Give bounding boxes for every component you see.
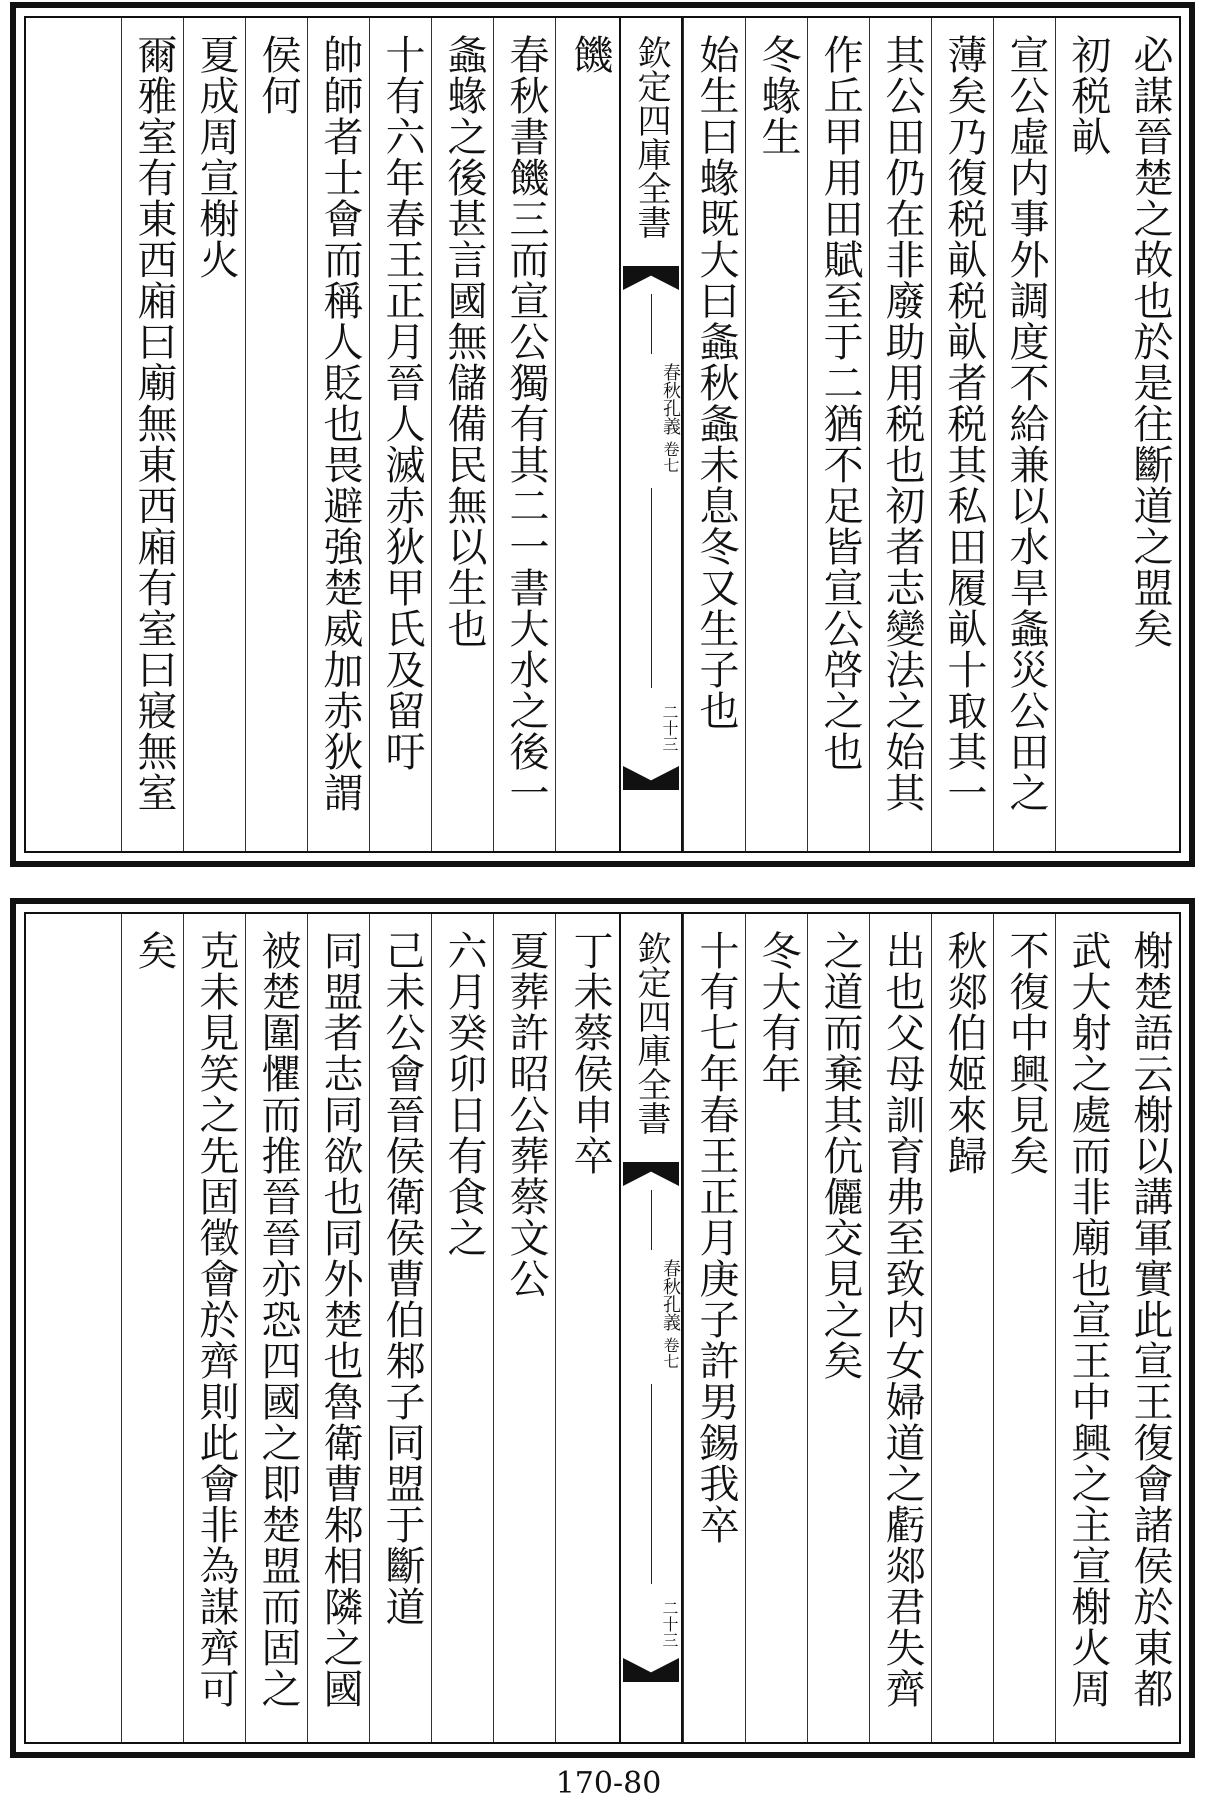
text-column: 出也父母訓育弗至致内女婦道之虧郯君失齊	[869, 914, 931, 1742]
bottom-page	[10, 898, 1195, 1758]
spine-book-info	[621, 358, 681, 478]
text-column: 宣公虛内事外調度不給兼以水旱螽災公田之	[993, 18, 1055, 851]
text-column: 冬大有年	[745, 914, 807, 1742]
spine-page-number: 二十三	[660, 704, 679, 752]
page-spine	[619, 18, 683, 851]
text-column: 克未見笑之先固徵會於齊則此會非為謀齊可	[183, 914, 245, 1742]
text-column: 夏成周宣榭火	[183, 18, 245, 851]
spine-book-info	[621, 1254, 681, 1374]
spine-title: 欽定四庫全書	[631, 931, 671, 1135]
text-column: 六月癸卯日有食之	[431, 914, 493, 1742]
text-column: 丁未蔡侯申卒	[555, 914, 619, 1742]
text-column: 帥師者士會而稱人貶也畏避強楚威加赤狄謂	[307, 18, 369, 851]
top-page-frame	[24, 16, 1181, 853]
text-column: 十有六年春王正月晉人滅赤狄甲氏及留吁	[369, 18, 431, 851]
page-spine	[619, 914, 683, 1742]
spine-volume: 卷七	[661, 441, 680, 473]
text-column: 武大射之處而非廟也宣王中興之主宣榭火周	[1055, 914, 1117, 1742]
text-column: 初税畒	[1055, 18, 1117, 851]
fish-tail-mark-bottom	[623, 766, 679, 790]
text-column: 夏葬許昭公葬蔡文公	[493, 914, 555, 1742]
fish-tail-mark	[623, 266, 679, 290]
spine-rule	[651, 294, 652, 354]
text-column: 同盟者志同欲也同外楚也魯衛曹邾相隣之國	[307, 914, 369, 1742]
text-column: 其公田仍在非廢助用税也初者志變法之始其	[869, 18, 931, 851]
spine-volume: 卷七	[661, 1337, 680, 1369]
text-column: 螽蝝之後甚言國無儲備民無以生也	[431, 18, 493, 851]
text-column: 矣	[121, 914, 183, 1742]
fish-tail-mark	[623, 1162, 679, 1186]
text-column: 榭楚語云榭以講軍實此宣王復會諸侯於東都	[1127, 930, 1173, 1709]
text-column: 己未公會晉侯衛侯曹伯邾子同盟于斷道	[369, 914, 431, 1742]
bottom-page-frame	[24, 912, 1181, 1744]
text-column: 作丘甲用田賦至于二猶不足皆宣公啓之也	[807, 18, 869, 851]
spine-page-number: 二十三	[660, 1600, 679, 1648]
page-number-footer: 170-80	[555, 1766, 662, 1801]
text-column: 侯何	[245, 18, 307, 851]
spine-title: 欽定四庫全書	[631, 35, 671, 239]
spine-book-title: 春秋孔義	[660, 363, 681, 435]
text-column: 不復中興見矣	[993, 914, 1055, 1742]
top-page	[10, 2, 1195, 867]
text-column: 冬蝝生	[745, 18, 807, 851]
text-column: 春秋書饑三而宣公獨有其二一書大水之後一	[493, 18, 555, 851]
spine-rule	[651, 1384, 652, 1584]
text-column: 薄矣乃復税畒税畒者税其私田履畒十取其一	[931, 18, 993, 851]
text-column: 爾雅室有東西廂曰廟無東西廂有室曰寢無室	[121, 18, 183, 851]
text-column: 必謀晉楚之故也於是往斷道之盟矣	[1127, 34, 1173, 649]
text-column: 之道而棄其伉儷交見之矣	[807, 914, 869, 1742]
text-column: 始生曰蝝既大曰螽秋螽未息冬又生子也	[683, 18, 745, 851]
spine-book-title: 春秋孔義	[660, 1259, 681, 1331]
text-column: 十有七年春王正月庚子許男錫我卒	[683, 914, 745, 1742]
spine-rule	[651, 1190, 652, 1250]
text-column: 饑	[555, 18, 619, 851]
spine-rule	[651, 488, 652, 688]
text-column: 秋郯伯姬來歸	[931, 914, 993, 1742]
fish-tail-mark-bottom	[623, 1658, 679, 1682]
text-column: 被楚圍懼而推晉晉亦恐四國之即楚盟而固之	[245, 914, 307, 1742]
